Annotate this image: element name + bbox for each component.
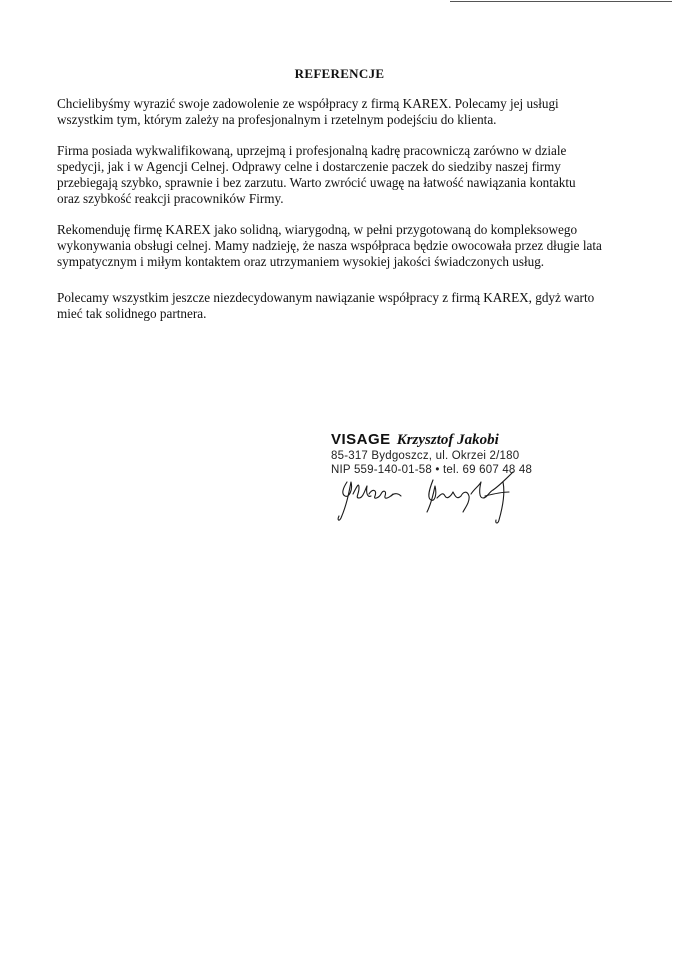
stamp-address: 85-317 Bydgoszcz, ul. Okrzei 2/180 [331,450,520,462]
paragraph-line: Chcielibyśmy wyrazić swoje zadowolenie ze współpracy z firmą KAREX. Polecamy jej usługi [57,96,559,111]
paragraph-2 [57,143,623,207]
paragraph-3 [57,222,623,270]
paragraph-line: Rekomenduję firmę KAREX jako solidną, wiarygodną, w pełni przygotowaną do kompleksowego [57,222,578,237]
handwritten-signature-icon [333,468,533,528]
paragraph-line: Polecamy wszystkim jeszcze niezdecydowanym nawiązanie współpracy z firmą KAREX, gdyż warto [57,290,595,305]
paragraph-line: wykonywania obsługi celnej. Mamy nadzieję, że nasza współpraca będzie owocowała przez długie lata [57,238,602,253]
scan-edge-line [450,1,672,2]
paragraph-line: Firma posiada wykwalifikowaną, uprzejmą i profesjonalną kadrę pracowniczą zarówno w dziale [57,143,567,158]
document-title: REFERENCJE [294,66,385,81]
paragraph-line: sympatycznym i miłym kontaktem oraz utrzymaniem wysokiej jakości świadczonych usług. [57,254,545,269]
paragraph-1 [57,96,623,128]
stamp-header [331,431,561,449]
stamp-brand: VISAGE [331,431,391,448]
stamp-ids: NIP 559-140-01-58 • tel. 69 607 48 48 [331,464,533,476]
paragraph-line: przebiegają szybko, sprawnie i bez zarzutu. Warto zwrócić uwagę na łatwość nawiązania kontaktu [57,175,576,190]
stamp-owner: Krzysztof Jakobi [396,432,499,448]
paragraph-line: mieć tak solidnego partnera. [57,306,207,321]
paragraph-4 [57,290,623,322]
paragraph-line: oraz szybkość reakcji pracowników Firmy. [57,191,284,206]
paragraph-line: spedycji, jak i w Agencji Celnej. Odprawy celne i dostarczenie paczek do siedziby naszej firmy [57,159,561,174]
paragraph-line: wszystkim tym, którym zależy na profesjonalnym i rzetelnym podejściu do klienta. [57,112,497,127]
